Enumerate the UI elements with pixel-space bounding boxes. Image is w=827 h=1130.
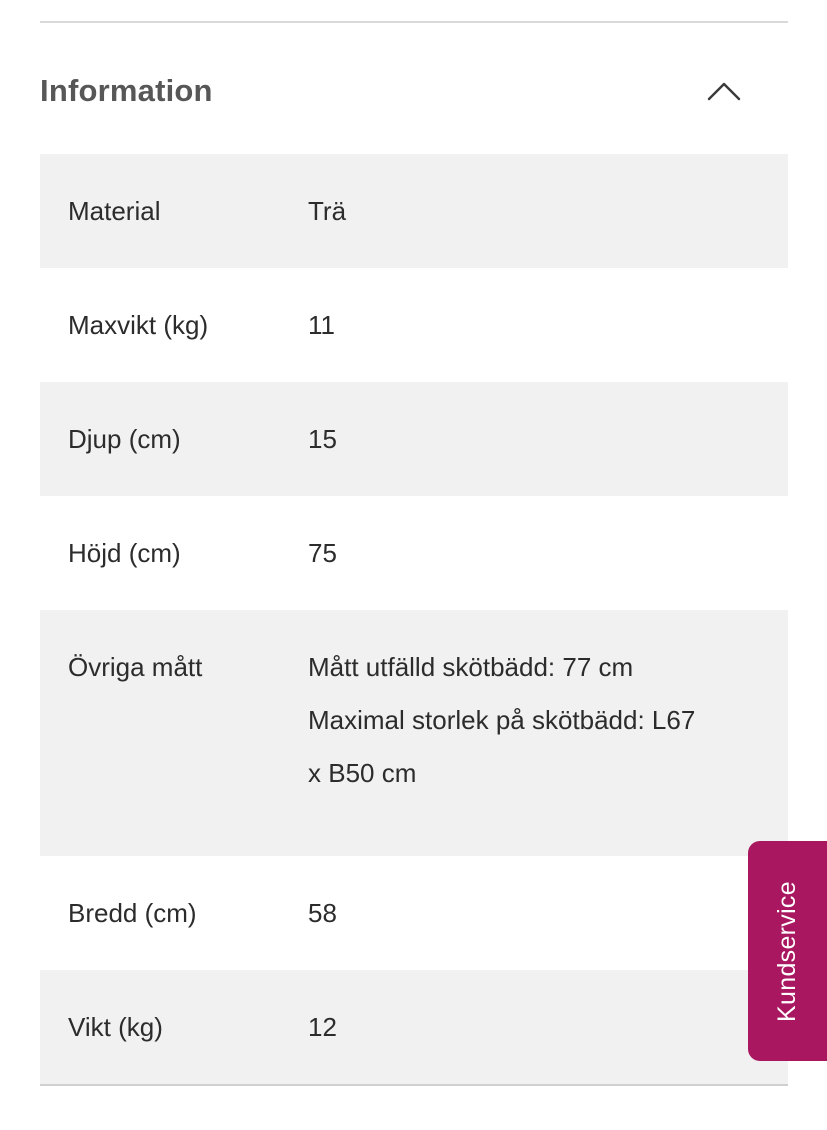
row-value: 12 [308, 1012, 337, 1042]
row-label: Vikt (kg) [68, 1012, 163, 1042]
row-value: 75 [308, 538, 337, 568]
table-row-maxvikt [40, 268, 788, 382]
row-label: Djup (cm) [68, 424, 181, 454]
bottom-divider [40, 1084, 788, 1086]
top-divider [40, 21, 788, 23]
row-label: Bredd (cm) [68, 898, 197, 928]
table-row-hojd [40, 496, 788, 610]
table-row-vikt [40, 970, 788, 1084]
table-row-bredd [40, 856, 788, 970]
value-line: x B50 cm [308, 758, 417, 788]
row-label: Höjd (cm) [68, 538, 181, 568]
row-label: Övriga mått [68, 652, 203, 682]
row-label: Material [68, 196, 161, 226]
customer-service-button[interactable] [748, 841, 827, 1061]
table-row-material [40, 154, 788, 268]
value-line: Mått utfälld skötbädd: 77 cm [308, 652, 634, 682]
row-value: 11 [308, 310, 335, 340]
chevron-up-icon[interactable] [704, 71, 744, 111]
table-row-ovriga-matt [40, 610, 788, 856]
section-title: Information [40, 73, 213, 108]
table-row-djup [40, 382, 788, 496]
row-label: Maxvikt (kg) [68, 310, 209, 340]
row-value: 15 [308, 424, 337, 454]
row-value: Trä [308, 196, 347, 226]
information-accordion-header[interactable] [40, 55, 788, 127]
value-line: Maximal storlek på skötbädd: L67 [308, 705, 696, 735]
row-value: 58 [308, 898, 337, 928]
customer-service-label: Kundservice [773, 880, 801, 1022]
information-table [40, 154, 788, 1084]
row-value [308, 647, 788, 806]
